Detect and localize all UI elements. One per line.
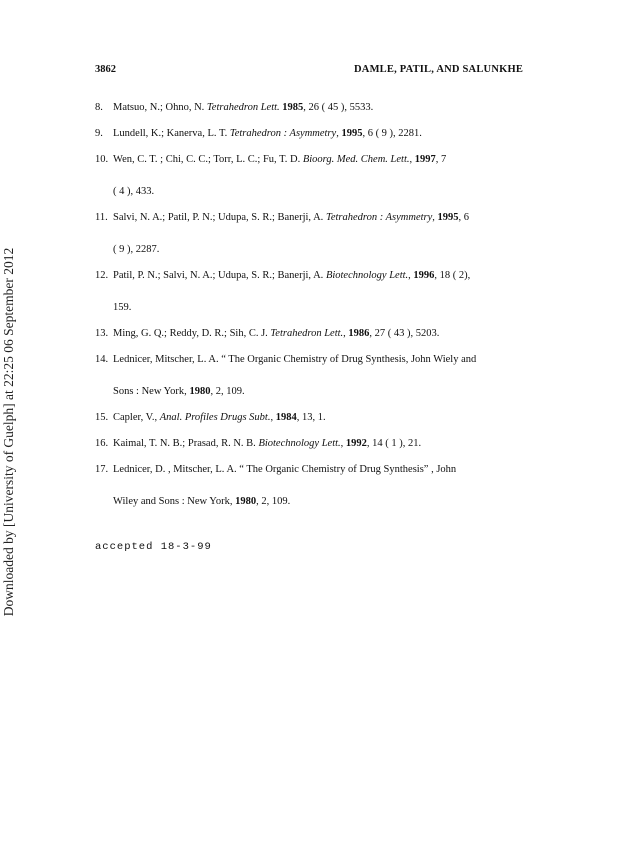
reference-number: 9. bbox=[95, 128, 103, 139]
reference-authors: Kaimal, T. N. B.; Prasad, R. N. B. bbox=[113, 438, 256, 449]
reference-item bbox=[95, 96, 540, 119]
reference-year: 1980 bbox=[189, 386, 211, 397]
reference-details: , 2, 109. bbox=[210, 386, 245, 397]
reference-journal: Tetrahedron : Asymmetry bbox=[325, 212, 433, 223]
reference-list bbox=[95, 96, 540, 513]
reference-item: 13. Ming, G. Q.; Reddy, D. R.; Sih, C. J. Tetrahedron Lett., 1986, 27 ( 43 ), 5203. bbox=[95, 322, 540, 345]
watermark-text: Downloaded by [University of Guelph] at 22:25 06 September 2012 bbox=[1, 247, 16, 617]
page-number: 3862 bbox=[95, 64, 116, 75]
running-head-authors: DAMLE, PATIL, AND SALUNKHE bbox=[354, 64, 524, 75]
reference-continuation: Sons : New York, bbox=[113, 386, 190, 397]
reference-year: 1996 bbox=[413, 270, 435, 281]
reference-year: 1995 bbox=[341, 128, 363, 139]
reference-details: , 6 ( 9 ), 2281. bbox=[362, 128, 422, 139]
reference-item: 9. Lundell, K.; Kanerva, L. T. Tetrahedron : Asymmetry, 1995, 6 ( 9 ), 2281. bbox=[95, 122, 540, 145]
reference-year: 1985 bbox=[282, 102, 304, 113]
reference-journal: Biotechnology Lett. bbox=[258, 438, 341, 449]
reference-item: 12. Patil, P. N.; Salvi, N. A.; Udupa, S. R.; Banerji, A. Biotechnology Lett., 1996, 18 ( 2), 159. bbox=[95, 264, 540, 319]
reference-details: , 7 bbox=[435, 154, 447, 165]
reference-item bbox=[95, 348, 540, 403]
reference-number: 8. bbox=[95, 102, 103, 113]
reference-details: , 18 ( 2), bbox=[434, 270, 471, 281]
reference-journal: Tetrahedron Lett. bbox=[206, 102, 280, 113]
accepted-date: accepted 18-3-99 bbox=[95, 541, 212, 553]
reference-item: 15. Capler, V., Anal. Profiles Drugs Subt., 1984, 13, 1. bbox=[95, 406, 540, 429]
reference-number: 17. bbox=[95, 464, 109, 475]
reference-number: 12. bbox=[95, 270, 109, 281]
reference-journal: Anal. Profiles Drugs Subt. bbox=[159, 412, 271, 423]
reference-continuation: Wiley and Sons : New York, bbox=[113, 496, 236, 507]
reference-number: 11. bbox=[95, 212, 108, 223]
reference-continuation: ( 4 ), 433. bbox=[113, 186, 155, 197]
reference-authors: Ming, G. Q.; Reddy, D. R.; Sih, C. J. bbox=[113, 328, 268, 339]
reference-journal: Biotechnology Lett. bbox=[325, 270, 409, 281]
reference-authors: Patil, P. N.; Salvi, N. A.; Udupa, S. R.; Banerji, A. bbox=[113, 270, 324, 281]
reference-authors: Lednicer, D. , Mitscher, L. A. “ The Organic Chemistry of Drug Synthesis” , John bbox=[113, 464, 457, 475]
reference-year: 1992 bbox=[345, 438, 367, 449]
reference-continuation: ( 9 ), 2287. bbox=[113, 244, 160, 255]
reference-journal: Tetrahedron Lett. bbox=[270, 328, 344, 339]
reference-year: 1995 bbox=[437, 212, 459, 223]
reference-year: 1997 bbox=[414, 154, 436, 165]
reference-details: , 14 ( 1 ), 21. bbox=[366, 438, 422, 449]
reference-authors: Lednicer, Mitscher, L. A. “ The Organic Chemistry of Drug Synthesis, John Wiely and bbox=[113, 354, 477, 365]
reference-item: 10. Wen, C. T. ; Chi, C. C.; Torr, L. C.; Fu, T. D. Bioorg. Med. Chem. Lett., 1997, 7 ( 4 ), 433. bbox=[95, 148, 540, 203]
reference-details: , 27 ( 43 ), 5203. bbox=[369, 328, 440, 339]
reference-number: 16. bbox=[95, 438, 109, 449]
reference-authors: Wen, C. T. ; Chi, C. C.; Torr, L. C.; Fu, T. D. bbox=[113, 154, 301, 165]
reference-journal: Bioorg. Med. Chem. Lett. bbox=[302, 154, 410, 165]
download-watermark bbox=[0, 0, 18, 864]
reference-year: 1980 bbox=[235, 496, 257, 507]
reference-details: , 13, 1. bbox=[296, 412, 326, 423]
reference-item: 11. Salvi, N. A.; Patil, P. N.; Udupa, S. R.; Banerji, A. Tetrahedron : Asymmetry, 1995, 6 ( 9 ), 2287. bbox=[95, 206, 540, 261]
reference-details: , 26 ( 45 ), 5533. bbox=[303, 102, 374, 113]
reference-authors: Lundell, K.; Kanerva, L. T. bbox=[113, 128, 228, 139]
reference-number: 14. bbox=[95, 354, 109, 365]
reference-details: , 2, 109. bbox=[256, 496, 291, 507]
reference-authors: Capler, V., bbox=[113, 412, 158, 423]
reference-year: 1986 bbox=[348, 328, 370, 339]
reference-authors: Salvi, N. A.; Patil, P. N.; Udupa, S. R.; Banerji, A. bbox=[113, 212, 324, 223]
reference-authors: Matsuo, N.; Ohno, N. bbox=[113, 102, 205, 113]
reference-item: 16. Kaimal, T. N. B.; Prasad, R. N. B. Biotechnology Lett., 1992, 14 ( 1 ), 21. bbox=[95, 432, 540, 455]
reference-number: 10. bbox=[95, 154, 109, 165]
reference-continuation: 159. bbox=[113, 302, 132, 313]
reference-year: 1984 bbox=[275, 412, 297, 423]
reference-number: 15. bbox=[95, 412, 109, 423]
reference-item bbox=[95, 458, 540, 513]
reference-journal: Tetrahedron : Asymmetry bbox=[229, 128, 337, 139]
reference-number: 13. bbox=[95, 328, 109, 339]
reference-details: , 6 bbox=[458, 212, 470, 223]
